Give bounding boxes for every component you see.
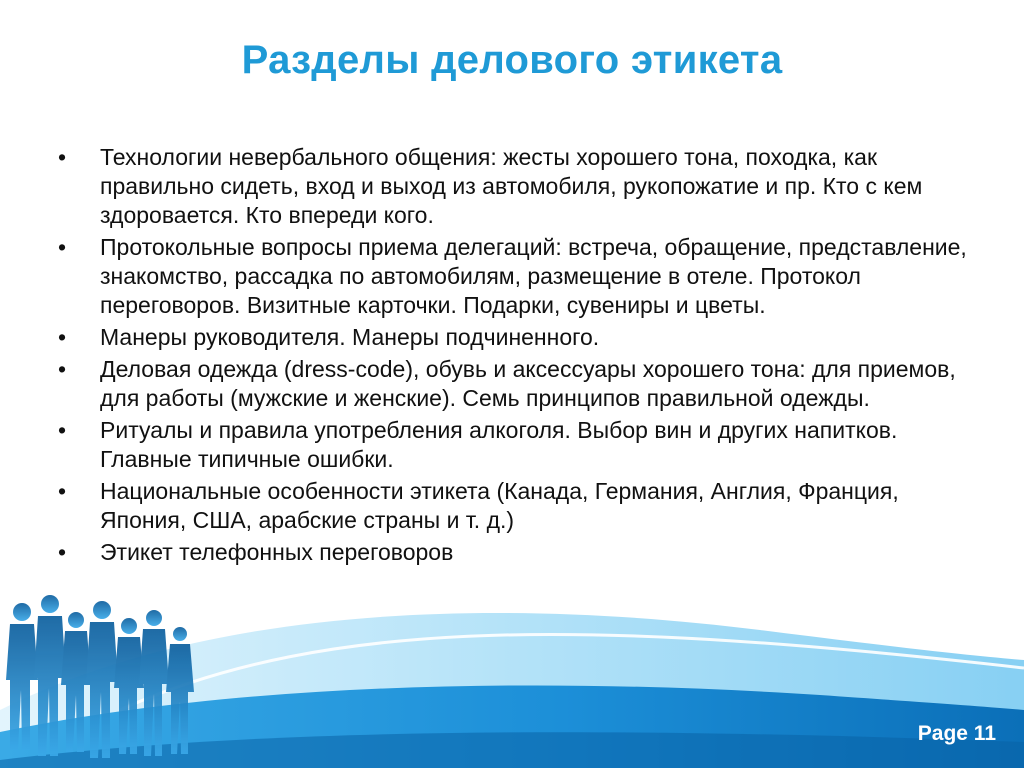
bullet-text: Технологии невербального общения: жесты хорошего тона, походка, как правильно сидеть, вход и выход из автомобиля, рукопожатие и пр. Кто с кем здоровается. Кто впереди кого. [100,144,923,228]
bullet-dot-icon: • [58,324,67,350]
bullet-item [58,233,988,320]
bullet-item [58,477,988,535]
bullet-text: Ритуалы и правила употребления алкоголя. Выбор вин и других напитков. Главные типичные ошибки. [100,417,898,472]
bullet-list [58,143,988,570]
bullet-dot-icon: • [58,356,67,382]
slide-title: Разделы делового этикета [241,38,783,82]
bullet-text: Этикет телефонных переговоров [100,539,454,565]
bullet-item [58,143,988,230]
bullet-dot-icon: • [58,234,67,260]
footer-decoration [0,560,1024,768]
bullet-text: Деловая одежда (dress-code), обувь и аксессуары хорошего тона: для приемов, для работы (мужские и женские). Семь принципов правильной одежды. [100,356,956,411]
bullet-dot-icon: • [58,144,67,170]
bullet-item [58,323,988,352]
bullet-item [58,355,988,413]
bullet-dot-icon: • [58,417,67,443]
bullet-dot-icon: • [58,478,67,504]
bullet-item [58,538,988,567]
bullet-item [58,416,988,474]
bullet-text: Национальные особенности этикета (Канада, Германия, Англия, Франция, Япония, США, арабские страны и т. д.) [100,478,899,533]
bullet-dot-icon: • [58,539,67,565]
page-number: Page 11 [917,722,996,745]
bullet-text: Протокольные вопросы приема делегаций: встреча, обращение, представление, знакомство, рассадка по автомобилям, размещение в отеле. Протокол переговоров. Визитные карточки. Подарки, сувениры и цветы. [100,234,967,318]
bullet-text: Манеры руководителя. Манеры подчиненного. [100,324,600,350]
